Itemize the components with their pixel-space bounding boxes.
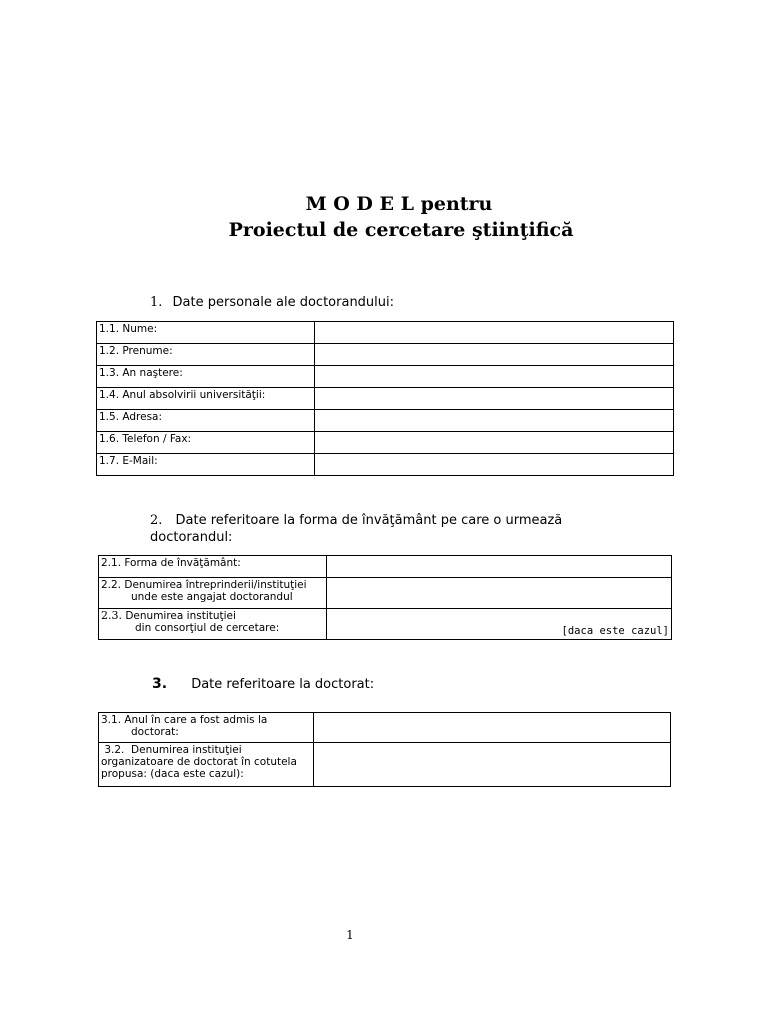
employer-label-line1: 2.2. Denumirea întreprinderii/instituţiei (101, 579, 307, 591)
field-value-address[interactable] (315, 410, 674, 432)
field-value-email[interactable] (315, 454, 674, 476)
admission-label-line1: 3.1. Anul în care a fost admis la (101, 714, 268, 726)
employer-label-line2: unde este angajat doctorandul (131, 591, 293, 603)
field-label-email: 1.7. E-Mail: (97, 454, 315, 476)
field-value-birth-year[interactable] (315, 366, 674, 388)
field-label-admission-year (99, 713, 314, 743)
field-value-education-form[interactable] (327, 556, 672, 578)
page-number: 1 (346, 928, 354, 942)
institution-label-line3: propusa: (daca este cazul): (101, 768, 244, 780)
table-row (97, 388, 674, 410)
section3-title: Date referitoare la doctorat: (191, 677, 375, 692)
field-value-name[interactable] (315, 322, 674, 344)
field-label-employer (99, 578, 327, 609)
table-row (97, 454, 674, 476)
field-label-phone-fax: 1.6. Telefon / Fax: (97, 432, 315, 454)
table-row (99, 743, 671, 787)
table-row (97, 432, 674, 454)
section2-title-line1: Date referitoare la forma de învăţământ pe care o urmează (175, 513, 563, 528)
section1-number: 1. (150, 295, 163, 310)
field-value-phone-fax[interactable] (315, 432, 674, 454)
section2-number: 2. (150, 513, 163, 528)
document-subtitle: Proiectul de cercetare ştiinţifică (228, 219, 574, 241)
field-value-employer[interactable] (327, 578, 672, 609)
table-row (97, 322, 674, 344)
field-value-consortium[interactable] (327, 609, 672, 640)
field-label-organizing-institution (99, 743, 314, 787)
table-row (99, 609, 672, 640)
field-label-name: 1.1. Nume: (97, 322, 315, 344)
institution-label-line1: 3.2. Denumirea instituţiei (101, 744, 242, 756)
field-value-first-name[interactable] (315, 344, 674, 366)
section3-heading (152, 676, 374, 692)
education-form-table (98, 555, 672, 640)
field-label-first-name: 1.2. Prenume: (97, 344, 315, 366)
admission-label-line2: doctorat: (131, 726, 179, 738)
field-label-consortium (99, 609, 327, 640)
table-row (97, 410, 674, 432)
doctorate-table (98, 712, 671, 787)
field-label-graduation-year: 1.4. Anul absolvirii universităţii: (97, 388, 315, 410)
field-label-address: 1.5. Adresa: (97, 410, 315, 432)
section1-title: Date personale ale doctorandului: (172, 295, 395, 310)
document-title: M O D E L pentru (305, 193, 493, 215)
consortium-label-number: 2.3. (101, 609, 122, 622)
if-applicable-note: [daca este cazul] (561, 625, 669, 637)
table-row (99, 578, 672, 609)
section2-title-line2: doctorandul: (150, 530, 233, 545)
section1-heading (150, 295, 394, 310)
table-row (99, 713, 671, 743)
field-value-organizing-institution[interactable] (314, 743, 671, 787)
field-label-birth-year: 1.3. An naştere: (97, 366, 315, 388)
section3-number: 3. (152, 676, 168, 692)
table-row (97, 344, 674, 366)
personal-data-table (96, 321, 674, 476)
consortium-label-line1: Denumirea instituţiei (125, 610, 236, 622)
field-value-admission-year[interactable] (314, 713, 671, 743)
field-value-graduation-year[interactable] (315, 388, 674, 410)
table-row (97, 366, 674, 388)
table-row (99, 556, 672, 578)
consortium-label-line2: din consorţiul de cercetare: (135, 622, 280, 634)
institution-label-line2: organizatoare de doctorat în cotutela (101, 756, 297, 768)
field-label-education-form: 2.1. Forma de învăţământ: (99, 556, 327, 578)
section2-heading (150, 512, 562, 546)
